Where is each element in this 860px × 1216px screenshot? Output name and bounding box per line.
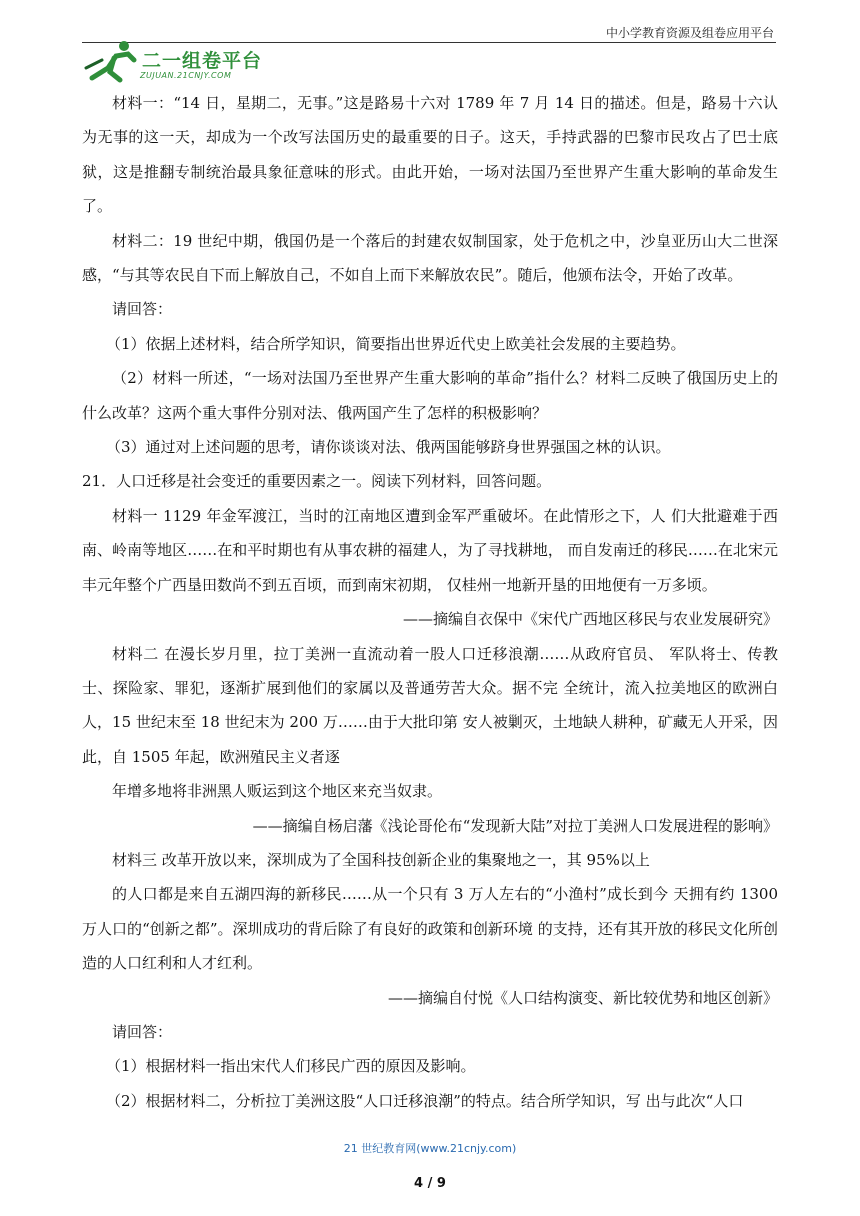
paragraph: 请回答： [112,1022,173,1041]
document-body [82,86,778,1118]
header-platform: 中小学教育资源及组卷应用平台 [605,26,774,40]
citation: ——摘编自衣保中《宋代广西地区移民与农业发展研究》 [402,610,778,629]
paragraph: 年增多地将非洲黑人贩运到这个地区来充当奴隶。 [112,782,443,801]
question: （3）通过对上述问题的思考，请你谈谈对法、俄两国能够跻身世界强国之林的认识。 [106,438,671,457]
citation: ——摘编自杨启藩《浅论哥伦布“发现新大陆”对拉丁美洲人口发展进程的影响》 [252,816,778,835]
paragraph: 请回答： [112,300,173,319]
paragraph: 材料二：19 世纪中期，俄国仍是一个落后的封建农奴制国家，处于危机之中，沙皇亚历山大二世深感，“与其等农民自下而上解放自己，不如自上而下来解放农民”。随后，他颁布法令，开始了改革。 [82,231,778,285]
logo-text: 二一组卷平台 [142,50,263,72]
citation: ——摘编自付悦《人口结构演变、新比较优势和地区创新》 [387,988,778,1007]
page-number: 4 / 9 [414,1176,446,1191]
question: （2）材料一所述，“一场对法国乃至世界产生重大影响的革命”指什么？材料二反映了俄国历史上的什么改革？这两个重大事件分别对法、俄两国产生了怎样的积极影响？ [82,369,778,422]
paragraph: 材料三 改革开放以来，深圳成为了全国科技创新企业的集聚地之一，其 95%以上 [112,850,650,869]
logo-subtext: ZUJUAN.21CNJY.COM [140,71,232,80]
question: （2）根据材料二，分析拉丁美洲这股“人口迁移浪潮”的特点。结合所学知识，写 出与此次“人口 [106,1091,744,1110]
runner-logo-icon [80,38,142,84]
paragraph: 材料二 在漫长岁月里，拉丁美洲一直流动着一股人口迁移浪潮……从政府官员、 军队将士、传教士、探险家、罪犯，逐渐扩展到他们的家属以及普通劳苦大众。据不完 全统计，流入拉美地区的欧洲白人，15 世纪末至 18 世纪末为 200 万……由于大批印第 安人被剿灭，土地缺人耕种，矿藏无人开采，因此，自 1505 年起，欧洲殖民主义者逐 [82,644,778,766]
paragraph: 材料一：“14 日，星期二，无事。”这是路易十六对 1789 年 7 月 14 日的描述。但是，路易十六认为无事的这一天，却成为一个改写法国历史的最重要的日子。这天，手持武器的巴黎市民攻占了巴士底狱，这是推翻专制统治最具象征意味的形式。由此开始，一场对法国乃至世界产生重大影响的革命发生了。 [82,94,778,216]
footer-site-link[interactable]: 21 世纪教育网(www.21cnjy.com) [343,1142,517,1155]
question: （1）根据材料一指出宋代人们移民广西的原因及影响。 [106,1057,476,1076]
paragraph: 材料一 1129 年金军渡江，当时的江南地区遭到金军严重破坏。在此情形之下，人 们大批避难于西南、岭南等地区……在和平时期也有从事农耕的福建人，为了寻找耕地， 而自发南迁的移民……在北宋元丰元年整个广西垦田数尚不到五百顷，而到南宋初期， 仅桂州一地新开垦的田地便有一万多顷。 [82,506,778,594]
paragraph: 的人口都是来自五湖四海的新移民……从一个只有 3 万人左右的“小渔村”成长到今 天拥有约 1300 万人口的“创新之都”。深圳成功的背后除了有良好的政策和创新环境 的支持，还有其开放的移民文化所创造的人口红利和人才红利。 [82,885,778,973]
question: （1）依据上述材料，结合所学知识，简要指出世界近代史上欧美社会发展的主要趋势。 [106,334,686,353]
logo [80,38,280,84]
question-heading: 21．人口迁移是社会变迁的重要因素之一。阅读下列材料，回答问题。 [82,472,552,491]
